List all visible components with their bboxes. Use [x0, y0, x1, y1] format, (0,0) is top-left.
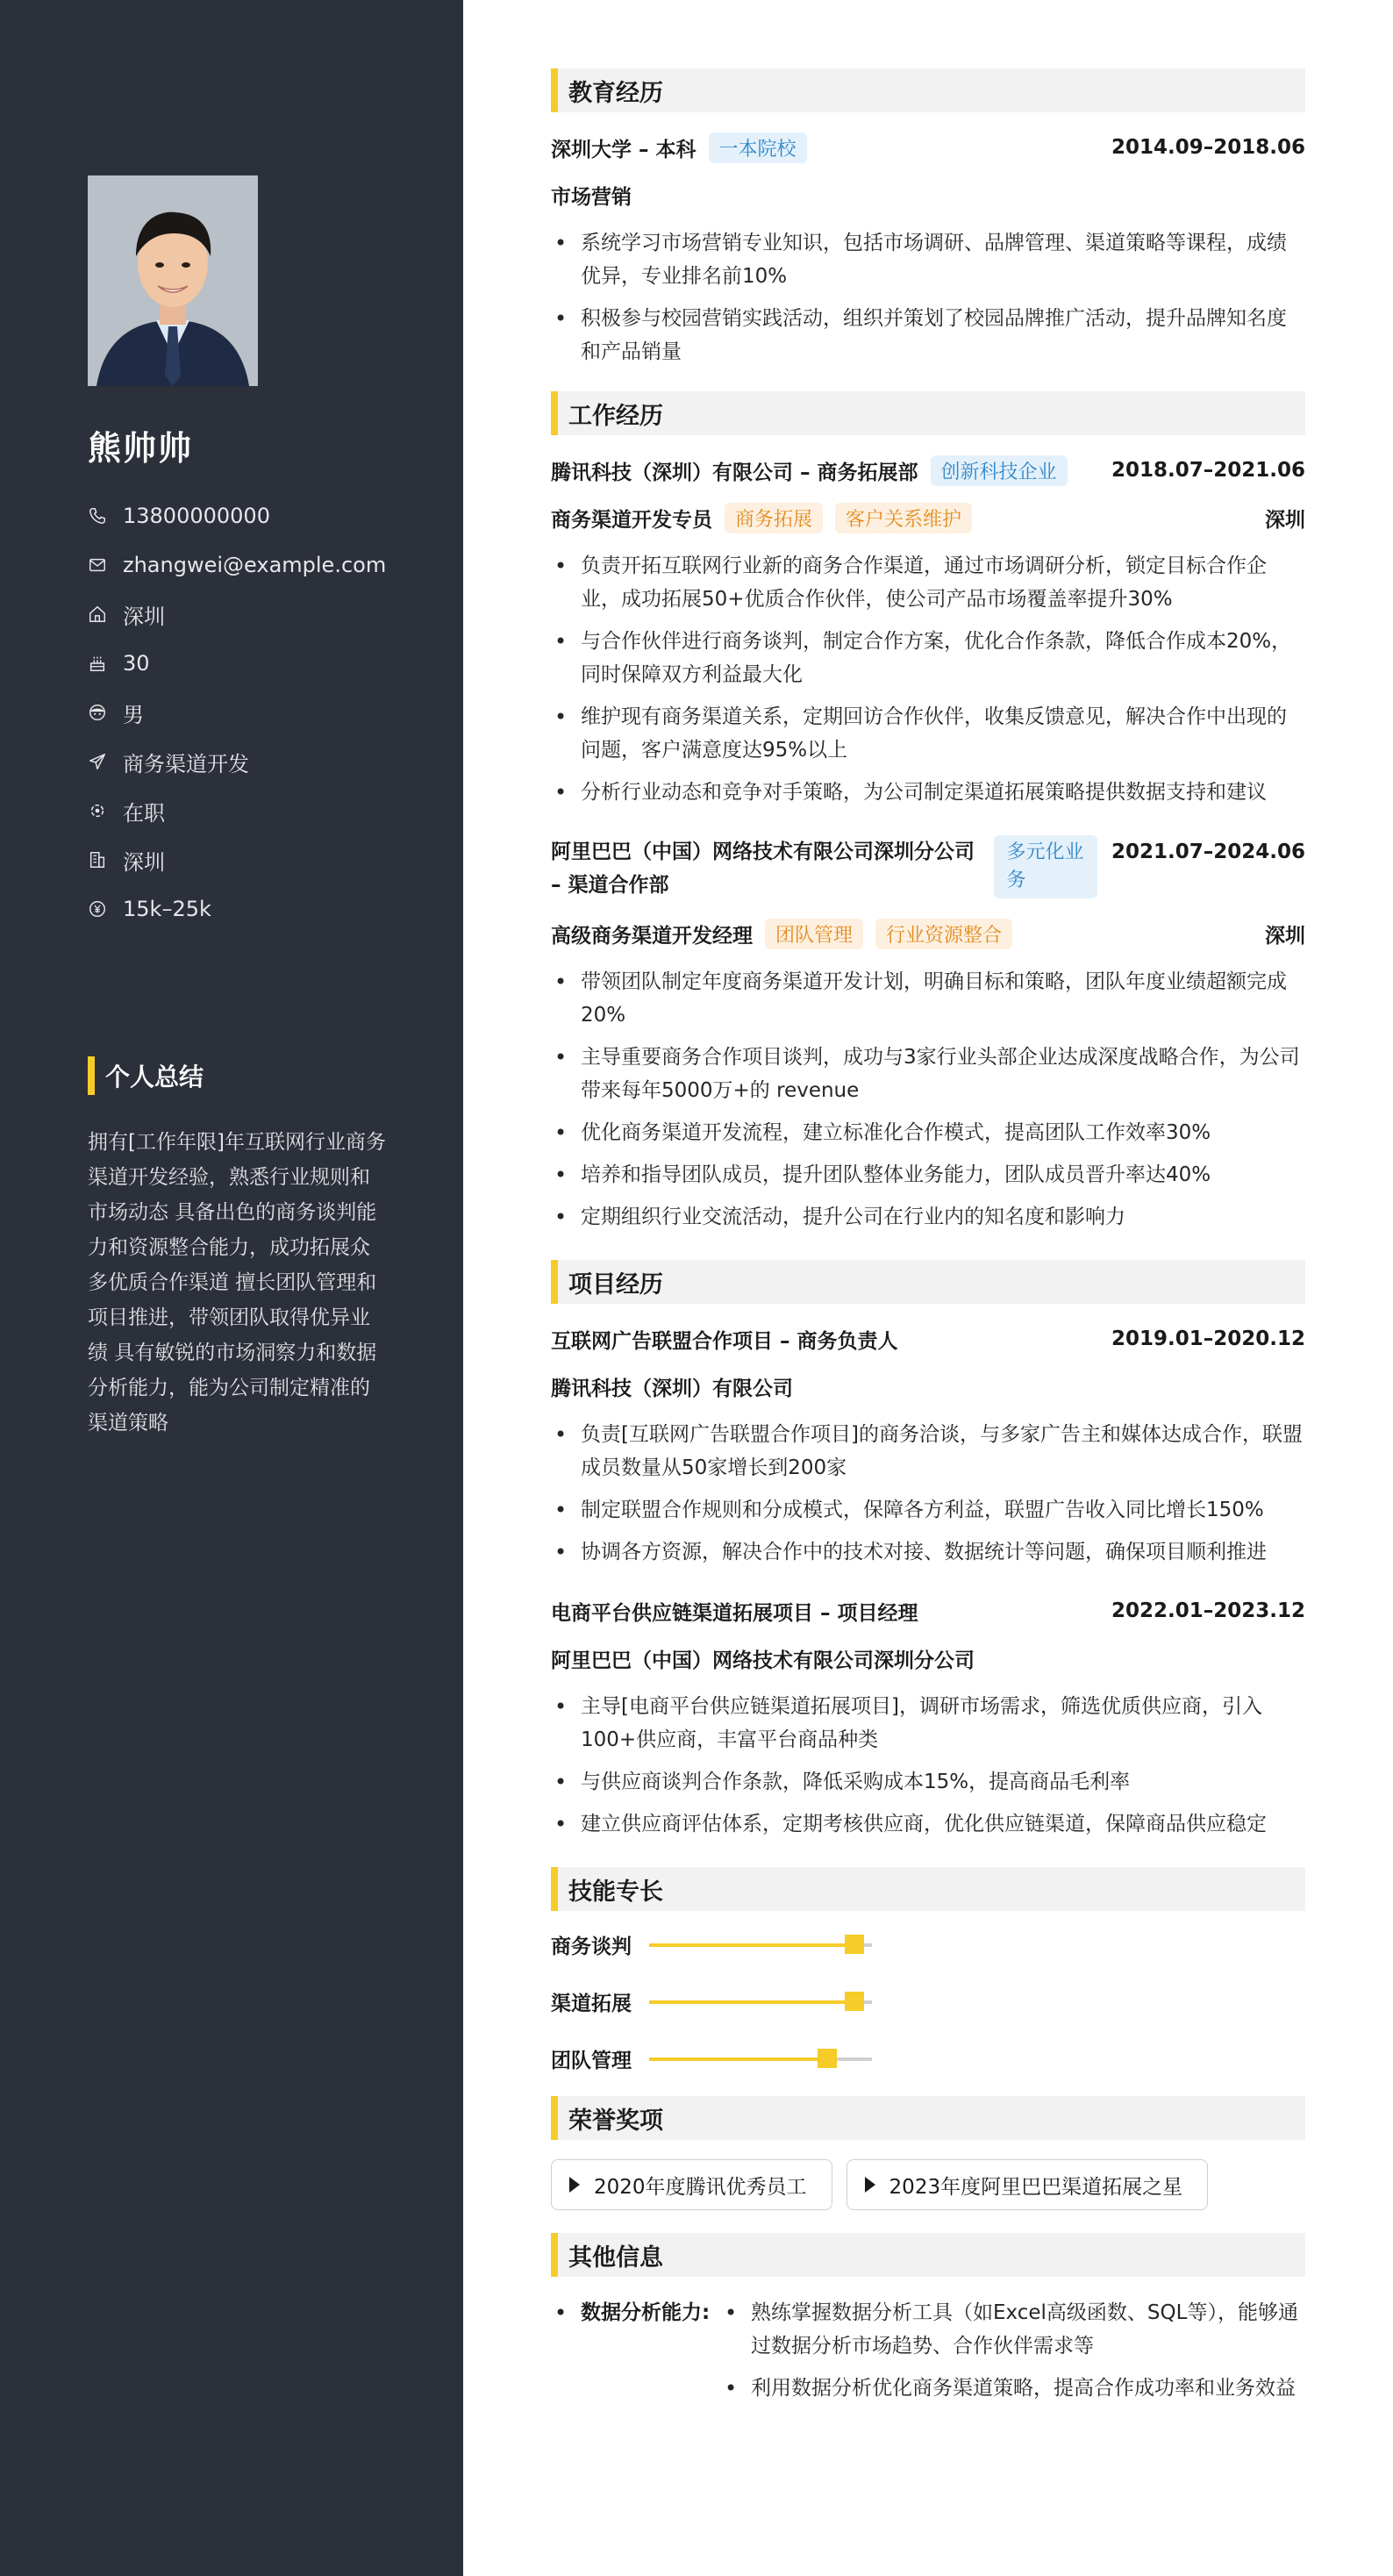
project-name: 互联网广告联盟合作项目 – 商务负责人 [551, 1329, 898, 1353]
job-role-row [551, 918, 1305, 949]
skill-level-fill [649, 2057, 827, 2061]
list-item: • 建立供应商评估体系，定期考核供应商，优化供应链渠道，保障商品供应稳定 [551, 1807, 1305, 1841]
info-phone [88, 491, 386, 540]
skill-level-fill [649, 2000, 854, 2004]
job-bullets [551, 549, 1305, 809]
skill-level-bar [649, 2057, 872, 2061]
info-gender [88, 688, 386, 737]
info-status [88, 786, 386, 835]
company-name: 阿里巴巴（中国）网络技术有限公司深圳分公司 – 渠道合作部 [551, 841, 975, 897]
project-bullets [551, 1690, 1305, 1841]
info-text: 深圳 [123, 604, 165, 629]
skill-level-bar [649, 2000, 872, 2004]
education-date: 2014.09–2018.06 [1111, 136, 1305, 159]
role-tag: 客户关系维护 [835, 503, 972, 533]
skill-item [551, 1987, 937, 2016]
other-label: 数据分析能力: [581, 2301, 711, 2324]
list-item: • 维护现有商务渠道关系，定期回访合作伙伴，收集反馈意见，解决合作中出现的问题，客户满意度达95%以上 [551, 700, 1305, 767]
section-heading [551, 1867, 1305, 1911]
education-major-row [551, 179, 1305, 211]
info-text: 30 [123, 651, 150, 676]
list-item: • 优化商务渠道开发流程，建立标准化合作模式，提高团队工作效率30% [551, 1116, 1305, 1149]
info-salary [88, 884, 386, 934]
skill-level-knob [845, 1935, 864, 1954]
info-email [88, 540, 386, 590]
section-title: 其他信息 [568, 2243, 663, 2272]
skill-name: 团队管理 [551, 2050, 632, 2072]
profile-name: 熊帅帅 [88, 429, 194, 468]
salary-icon [88, 899, 107, 919]
other-item [551, 2296, 1305, 2414]
education-bullets [551, 226, 1305, 369]
job-date: 2018.07–2021.06 [1111, 459, 1305, 482]
honors-list [551, 2159, 1305, 2210]
company-name: 腾讯科技（深圳）有限公司 – 商务拓展部 [551, 461, 918, 484]
gender-icon [88, 703, 107, 722]
project-company: 阿里巴巴（中国）网络技术有限公司深圳分公司 [551, 1649, 975, 1672]
section-heading [551, 68, 1305, 112]
summary-text: 拥有[工作年限]年互联网行业商务渠道开发经验，熟悉行业规则和市场动态 具备出色的商务谈判能力和资源整合能力，成功拓展众多优质合作渠道 擅长团队管理和项目推进，带领团队取得优异业绩 具有敏锐的市场洞察力和数据分析能力，能为公司制定精准的渠道策略 [88, 1131, 386, 1435]
summary-heading [88, 1056, 204, 1095]
job-header [551, 835, 1305, 902]
contact-info-list [88, 491, 386, 934]
project-name: 电商平台供应链渠道拓展项目 – 项目经理 [551, 1601, 918, 1625]
education-header [551, 132, 1305, 163]
skills-list [551, 1930, 1305, 2073]
job-role-row [551, 502, 1305, 533]
avatar [88, 175, 258, 386]
job-item [551, 835, 1305, 1234]
send-icon [88, 752, 107, 771]
education-section [551, 68, 1305, 369]
building-icon [88, 850, 107, 869]
info-work-city [88, 835, 386, 884]
skill-name: 商务谈判 [551, 1936, 632, 1958]
project-item [551, 1323, 1305, 1569]
phone-icon [88, 506, 107, 526]
list-item: • 定期组织行业交流活动，提升公司在行业内的知名度和影响力 [551, 1200, 1305, 1234]
role-tag: 团队管理 [765, 919, 863, 949]
list-item: • 与合作伙伴进行商务谈判，制定合作方案，优化合作条款，降低合作成本20%，同时保障双方利益最大化 [551, 625, 1305, 691]
list-item: • 培养和指导团队成员，提升团队整体业务能力，团队成员晋升率达40% [551, 1158, 1305, 1191]
project-company-row [551, 1642, 1305, 1674]
list-item: • 带领团队制定年度商务渠道开发计划，明确目标和策略，团队年度业绩超额完成20% [551, 965, 1305, 1032]
play-icon [865, 2177, 875, 2193]
info-age [88, 639, 386, 688]
info-city [88, 590, 386, 639]
project-company: 腾讯科技（深圳）有限公司 [551, 1377, 793, 1400]
section-heading [551, 2233, 1305, 2277]
school-name: 深圳大学 – 本科 [551, 138, 696, 161]
skill-level-knob [845, 1992, 864, 2011]
honors-section [551, 2096, 1305, 2210]
skill-item [551, 1930, 937, 1959]
company-tag: 创新科技企业 [931, 455, 1068, 486]
honor-text: 2020年度腾讯优秀员工 [594, 2175, 807, 2199]
honor-badge [551, 2159, 832, 2210]
list-item: • 与供应商谈判合作条款，降低采购成本15%，提高商品毛利率 [551, 1765, 1305, 1799]
info-text: 深圳 [123, 849, 165, 875]
job-city: 深圳 [1265, 508, 1305, 532]
avatar-portrait [88, 175, 258, 386]
company-tag: 多元化业务 [994, 835, 1097, 898]
other-section [551, 2233, 1305, 2414]
job-item [551, 454, 1305, 809]
school-tag: 一本院校 [709, 132, 807, 163]
list-item: • 主导[电商平台供应链渠道拓展项目]，调研市场需求，筛选优质供应商，引入100+供应商，丰富平台商品种类 [551, 1690, 1305, 1757]
job-role: 商务渠道开发专员 [551, 508, 712, 532]
skill-level-fill [649, 1943, 854, 1947]
mail-icon [88, 555, 107, 575]
section-heading [551, 391, 1305, 435]
section-heading [551, 1260, 1305, 1304]
skill-level-bar [649, 1943, 872, 1947]
list-item: • 熟练掌握数据分析工具（如Excel高级函数、SQL等），能够通过数据分析市场趋势、合作伙伴需求等 [721, 2296, 1305, 2363]
job-city: 深圳 [1265, 924, 1305, 948]
skill-name: 渠道拓展 [551, 1993, 632, 2015]
info-text: 在职 [123, 800, 165, 826]
list-item: • 负责开拓互联网行业新的商务合作渠道，通过市场调研分析，锁定目标合作企业，成功拓展50+优质合作伙伴，使公司产品市场覆盖率提升30% [551, 549, 1305, 616]
job-header [551, 454, 1305, 486]
play-icon [569, 2177, 580, 2193]
project-company-row [551, 1370, 1305, 1402]
list-item: • 协调各方资源，解决合作中的技术对接、数据统计等问题，确保项目顺利推进 [551, 1535, 1305, 1569]
list-item: • 制定联盟合作规则和分成模式，保障各方利益，联盟广告收入同比增长150% [551, 1493, 1305, 1527]
home-icon [88, 605, 107, 624]
skill-item [551, 2044, 937, 2073]
info-text: 13800000000 [123, 504, 270, 528]
projects-section [551, 1260, 1305, 1841]
accent-bar [88, 1056, 95, 1095]
info-position [88, 737, 386, 786]
summary-title: 个人总结 [105, 1063, 204, 1091]
project-header [551, 1323, 1305, 1355]
list-item: • 分析行业动态和竞争对手策略，为公司制定渠道拓展策略提供数据支持和建议 [551, 776, 1305, 809]
info-text: 男 [123, 702, 144, 727]
info-text: 商务渠道开发 [123, 751, 249, 776]
cake-icon [88, 654, 107, 673]
project-header [551, 1595, 1305, 1627]
list-item: • 积极参与校园营销实践活动，组织并策划了校园品牌推广活动，提升品牌知名度和产品销量 [551, 302, 1305, 369]
list-item: • 利用数据分析优化商务渠道策略，提高合作成功率和业务效益 [721, 2372, 1305, 2405]
section-heading [551, 2096, 1305, 2140]
section-title: 教育经历 [568, 79, 663, 107]
section-title: 项目经历 [568, 1270, 663, 1299]
list-item: • 负责[互联网广告联盟合作项目]的商务洽谈，与多家广告主和媒体达成合作，联盟成员数量从50家增长到200家 [551, 1418, 1305, 1485]
honor-text: 2023年度阿里巴巴渠道拓展之星 [889, 2175, 1183, 2199]
role-tag: 商务拓展 [725, 503, 823, 533]
project-date: 2022.01–2023.12 [1111, 1599, 1305, 1622]
project-date: 2019.01–2020.12 [1111, 1327, 1305, 1350]
sidebar [0, 0, 463, 2576]
job-date: 2021.07–2024.06 [1111, 841, 1305, 863]
section-title: 荣誉奖项 [568, 2107, 663, 2135]
job-role: 高级商务渠道开发经理 [551, 924, 753, 948]
skills-section [551, 1867, 1305, 2073]
role-tag: 行业资源整合 [875, 919, 1012, 949]
skill-level-knob [818, 2049, 837, 2068]
status-icon [88, 801, 107, 820]
info-text: zhangwei@example.com [123, 553, 387, 577]
honor-badge [847, 2159, 1209, 2210]
info-text: 15k–25k [123, 897, 211, 921]
other-bullets [721, 2296, 1305, 2414]
main-content [551, 68, 1305, 2436]
section-title: 技能专长 [568, 1878, 663, 1906]
list-item: • 主导重要商务合作项目谈判，成功与3家行业头部企业达成深度战略合作，为公司带来每年5000万+的 revenue [551, 1041, 1305, 1107]
section-title: 工作经历 [568, 402, 663, 430]
list-item: • 系统学习市场营销专业知识，包括市场调研、品牌管理、渠道策略等课程，成绩优异，专业排名前10% [551, 226, 1305, 293]
project-bullets [551, 1418, 1305, 1569]
bullet-dot: • [554, 2301, 568, 2325]
job-bullets [551, 965, 1305, 1234]
work-section [551, 391, 1305, 1234]
major: 市场营销 [551, 185, 632, 209]
project-item [551, 1595, 1305, 1841]
